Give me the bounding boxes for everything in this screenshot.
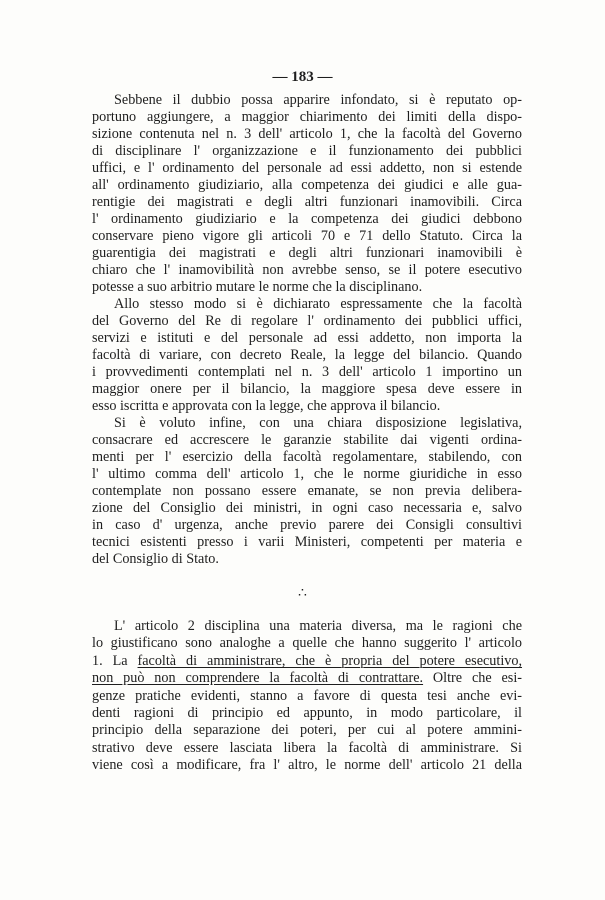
line-text: denti ragioni di principio ed appunto, in modo particolare, il bbox=[92, 704, 522, 721]
line-text: l' ultimo comma dell' articolo 1, che le norme giuridiche in esso bbox=[92, 466, 522, 482]
line-text: del Governo del Re di regolare l' ordinamento dei pubblici uffici, bbox=[92, 313, 522, 329]
text-line bbox=[92, 177, 522, 194]
line-text: all' ordinamento giudiziario, alla competenza dei giudici e alle gua- bbox=[92, 177, 522, 193]
line-text: Oltre che esi- bbox=[423, 670, 522, 687]
text-line bbox=[92, 92, 522, 109]
text-line bbox=[92, 618, 522, 635]
line-text: chiaro che l' inamovibilità non avrebbe senso, se il potere esecutivo bbox=[92, 262, 522, 278]
text-line bbox=[92, 483, 522, 500]
line-text: principio della separazione dei poteri, per cui al potere ammini- bbox=[92, 722, 522, 739]
text-line bbox=[92, 279, 522, 296]
line-text: di disciplinare l' organizzazione e il funzionamento dei pubblici bbox=[92, 143, 522, 159]
line-text: rentigie dei magistrati e degli altri funzionari inamovibili. Circa bbox=[92, 194, 522, 210]
line-text: Allo stesso modo si è dichiarato espressamente che la facoltà bbox=[114, 296, 522, 312]
text-line bbox=[92, 635, 522, 652]
text-line bbox=[92, 398, 522, 415]
text-line bbox=[92, 381, 522, 398]
text-line bbox=[92, 262, 522, 279]
text-line bbox=[92, 757, 522, 774]
line-text: Sebbene il dubbio possa apparire infondato, si è reputato op- bbox=[114, 92, 522, 108]
line-text: menti per l' esercizio della facoltà regolamentare, stabilendo, con bbox=[92, 449, 522, 465]
line-text: 1. La bbox=[92, 652, 138, 669]
line-text: portuno aggiungere, a maggior chiarimento dei limiti della dispo- bbox=[92, 109, 522, 125]
line-text: tecnici esistenti presso i varii Ministeri, competenti per materia e bbox=[92, 534, 522, 550]
line-text: maggior onere per il bilancio, la maggiore spesa deve essere in bbox=[92, 381, 522, 397]
line-text: guarentigia dei magistrati e degli altri funzionari inamovibili è bbox=[92, 245, 522, 261]
text-line bbox=[92, 449, 522, 466]
text-line bbox=[92, 245, 522, 262]
text-line bbox=[92, 517, 522, 534]
line-text: esso iscritta e approvata con la legge, che approva il bilancio. bbox=[92, 398, 441, 414]
line-text: in caso d' urgenza, anche previo parere dei Consigli consultivi bbox=[92, 517, 522, 533]
text-line bbox=[92, 415, 522, 432]
section-separator: ∴ bbox=[298, 586, 307, 601]
line-text: del Consiglio di Stato. bbox=[92, 551, 219, 567]
text-line bbox=[92, 364, 522, 381]
text-line bbox=[92, 722, 522, 739]
line-text: sizione contenuta nel n. 3 dell' articolo 1, che la facoltà del Governo bbox=[92, 126, 522, 142]
line-text: uffici, e l' ordinamento del personale ad essi addetto, non si estende bbox=[92, 160, 522, 176]
text-line bbox=[92, 330, 522, 347]
line-text: i provvedimenti contemplati nel n. 3 dell' articolo 1 importino un bbox=[92, 364, 522, 380]
text-line bbox=[92, 688, 522, 705]
text-line bbox=[92, 670, 522, 687]
line-text: L' articolo 2 disciplina una materia diversa, ma le ragioni che bbox=[114, 618, 522, 634]
line-text: consacrare ed accrescere le garanzie stabilite dai vigenti ordina- bbox=[92, 432, 522, 448]
text-line bbox=[92, 500, 522, 517]
text-line bbox=[92, 228, 522, 245]
line-text: genze pratiche evidenti, stanno a favore di questa tesi anche evi- bbox=[92, 687, 522, 704]
text-line bbox=[92, 296, 522, 313]
line-text: zione del Consiglio dei ministri, in ogni caso necessaria e, salvo bbox=[92, 500, 522, 516]
text-line bbox=[92, 432, 522, 449]
page-number: — 183 — bbox=[272, 69, 333, 85]
text-line bbox=[92, 160, 522, 177]
text-line bbox=[92, 534, 522, 551]
text-line bbox=[92, 653, 522, 670]
text-line bbox=[92, 211, 522, 228]
text-line bbox=[92, 143, 522, 160]
text-line bbox=[92, 109, 522, 126]
text-line bbox=[92, 551, 522, 568]
text-line bbox=[92, 194, 522, 211]
text-line bbox=[92, 126, 522, 143]
line-text: strativo deve essere lasciata libera la facoltà di amministrare. Si bbox=[92, 739, 522, 756]
text-block-2 bbox=[92, 618, 522, 775]
underlined-text: non può non comprendere la facoltà di contrattare. bbox=[92, 670, 424, 687]
underlined-text: facoltà di amministrare, che è propria del potere esecutivo, bbox=[137, 652, 523, 669]
line-text: servizi e istituti e del personale ad essi addetto, non importa la bbox=[92, 330, 522, 346]
text-line bbox=[92, 740, 522, 757]
text-line bbox=[92, 705, 522, 722]
line-text: facoltà di variare, con decreto Reale, la legge del bilancio. Quando bbox=[92, 347, 522, 363]
text-line bbox=[92, 347, 522, 364]
line-text: contemplate non possano essere emanate, se non previa delibera- bbox=[92, 483, 522, 499]
line-text: conservare pieno vigore gli articoli 70 e 71 dello Statuto. Circa la bbox=[92, 228, 522, 244]
line-text: lo giustificano sono analoghe a quelle che hanno suggerito l' articolo bbox=[92, 635, 522, 652]
text-line bbox=[92, 313, 522, 330]
line-text: Si è voluto infine, con una chiara disposizione legislativa, bbox=[114, 415, 522, 431]
text-block-1 bbox=[92, 92, 522, 568]
line-text: l' ordinamento giudiziario e la competenza dei giudici debbono bbox=[92, 211, 522, 227]
text-line bbox=[92, 466, 522, 483]
line-text: potesse a suo arbitrio mutare le norme che la disciplinano. bbox=[92, 279, 423, 295]
line-text: viene così a modificare, fra l' altro, le norme dell' articolo 21 della bbox=[92, 757, 522, 774]
